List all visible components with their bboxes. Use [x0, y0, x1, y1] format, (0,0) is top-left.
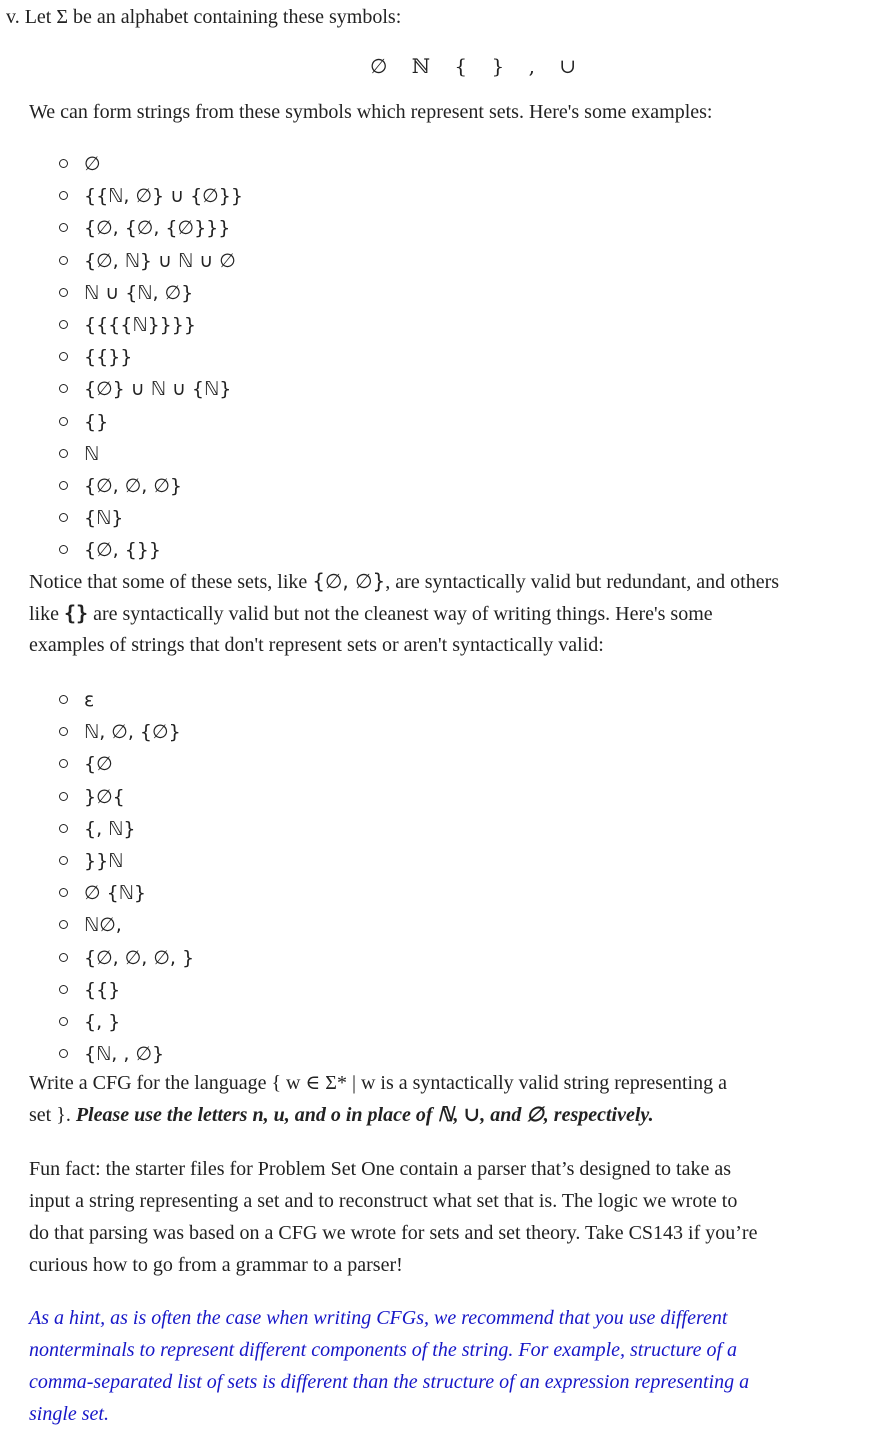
- bullet-icon: [59, 320, 68, 329]
- list-item: ℕ, ∅, {∅}: [59, 716, 194, 748]
- bullet-icon: [59, 256, 68, 265]
- list-item: {ℕ}: [59, 502, 243, 534]
- list-item: ℕ: [59, 438, 243, 470]
- bullet-icon: [59, 888, 68, 897]
- list-item: {}: [59, 406, 243, 438]
- list-item: {∅, {}}: [59, 534, 243, 566]
- list-item: {∅, ℕ} ∪ ℕ ∪ ∅: [59, 245, 243, 277]
- list-item: {∅, ∅, ∅}: [59, 470, 243, 502]
- list-item: {{ℕ, ∅} ∪ {∅}}: [59, 180, 243, 212]
- notice-line-1: Notice that some of these sets, like {∅, ∅}, are syntactically valid but redundant, and others: [29, 569, 780, 593]
- bullet-icon: [59, 449, 68, 458]
- list-item: {∅, {∅, {∅}}}: [59, 212, 243, 244]
- bullet-icon: [59, 384, 68, 393]
- bullet-icon: [59, 985, 68, 994]
- hint-line: single set.: [29, 1403, 109, 1425]
- bullet-icon: [59, 953, 68, 962]
- bullet-icon: [59, 159, 68, 168]
- intro-text: We can form strings from these symbols which represent sets. Here's some examples:: [29, 101, 713, 123]
- list-item: {∅} ∪ ℕ ∪ {ℕ}: [59, 373, 243, 405]
- list-item: {, ℕ}: [59, 813, 194, 845]
- bullet-icon: [59, 513, 68, 522]
- alphabet-symbol: ℕ: [411, 54, 431, 78]
- alphabet-symbol: {: [454, 54, 468, 78]
- list-item: }∅{: [59, 781, 194, 813]
- valid-examples-list: [59, 148, 243, 566]
- bullet-icon: [59, 824, 68, 833]
- list-item: ∅: [59, 148, 243, 180]
- list-item: ℕ ∪ {ℕ, ∅}: [59, 277, 243, 309]
- hint-line: nonterminals to represent different components of the string. For example, structure of a: [29, 1339, 738, 1361]
- list-item: {{}: [59, 974, 194, 1006]
- list-item: {{{{ℕ}}}}: [59, 309, 243, 341]
- list-item: {{}}: [59, 341, 243, 373]
- bullet-icon: [59, 223, 68, 232]
- list-item: ∅ {ℕ}: [59, 877, 194, 909]
- notice-line-2: like {} are syntactically valid but not the cleanest way of writing things. Here's some: [29, 601, 713, 625]
- alphabet-symbol: }: [491, 54, 505, 78]
- alphabet-symbol: ∅: [370, 54, 388, 78]
- bullet-icon: [59, 288, 68, 297]
- problem-number: v.: [6, 6, 20, 28]
- list-item: }}ℕ: [59, 845, 194, 877]
- bullet-icon: [59, 695, 68, 704]
- fun-fact-line: do that parsing was based on a CFG we wrote for sets and set theory. Take CS143 if you’re: [29, 1222, 758, 1244]
- list-item: {, }: [59, 1006, 194, 1038]
- task-line-2: set }. Please use the letters n, u, and o in place of ℕ, ∪, and ∅, respectively.: [29, 1104, 654, 1126]
- invalid-examples-list: [59, 684, 194, 1070]
- bullet-icon: [59, 481, 68, 490]
- bullet-icon: [59, 1017, 68, 1026]
- list-item: ε: [59, 684, 194, 716]
- list-item: {∅: [59, 748, 194, 780]
- bullet-icon: [59, 920, 68, 929]
- bullet-icon: [59, 727, 68, 736]
- bullet-icon: [59, 856, 68, 865]
- hint-block: [29, 1302, 875, 1430]
- bullet-icon: [59, 545, 68, 554]
- bullet-icon: [59, 792, 68, 801]
- list-item: ℕ∅,: [59, 909, 194, 941]
- problem-intro: Let Σ be an alphabet containing these symbols:: [24, 6, 402, 28]
- bullet-icon: [59, 417, 68, 426]
- bullet-icon: [59, 352, 68, 361]
- bullet-icon: [59, 191, 68, 200]
- fun-fact-line: input a string representing a set and to reconstruct what set that is. The logic we wrote to: [29, 1190, 738, 1212]
- task-instruction: Please use the letters n, u, and o in place of ℕ, ∪, and ∅, respectively.: [75, 1104, 654, 1126]
- list-item: {∅, ∅, ∅, }: [59, 942, 194, 974]
- alphabet-symbol: ∪: [559, 54, 577, 78]
- alphabet-symbol: ,: [528, 54, 535, 78]
- hint-line: comma-separated list of sets is different than the structure of an expression representing a: [29, 1371, 750, 1393]
- hint-line: As a hint, as is often the case when writing CFGs, we recommend that you use different: [29, 1307, 728, 1329]
- bullet-icon: [59, 759, 68, 768]
- list-item: {ℕ, , ∅}: [59, 1038, 194, 1070]
- problem-heading: [6, 3, 401, 31]
- fun-fact-line: Fun fact: the starter files for Problem Set One contain a parser that’s designed to take as: [29, 1158, 732, 1180]
- task-line-1: Write a CFG for the language { w ∈ Σ* | w is a syntactically valid string representing a: [29, 1072, 727, 1094]
- alphabet-symbols: [370, 52, 594, 80]
- fun-fact-line: curious how to go from a grammar to a parser!: [29, 1254, 403, 1276]
- bullet-icon: [59, 1049, 68, 1058]
- notice-line-3: examples of strings that don't represent sets or aren't syntactically valid:: [29, 634, 604, 656]
